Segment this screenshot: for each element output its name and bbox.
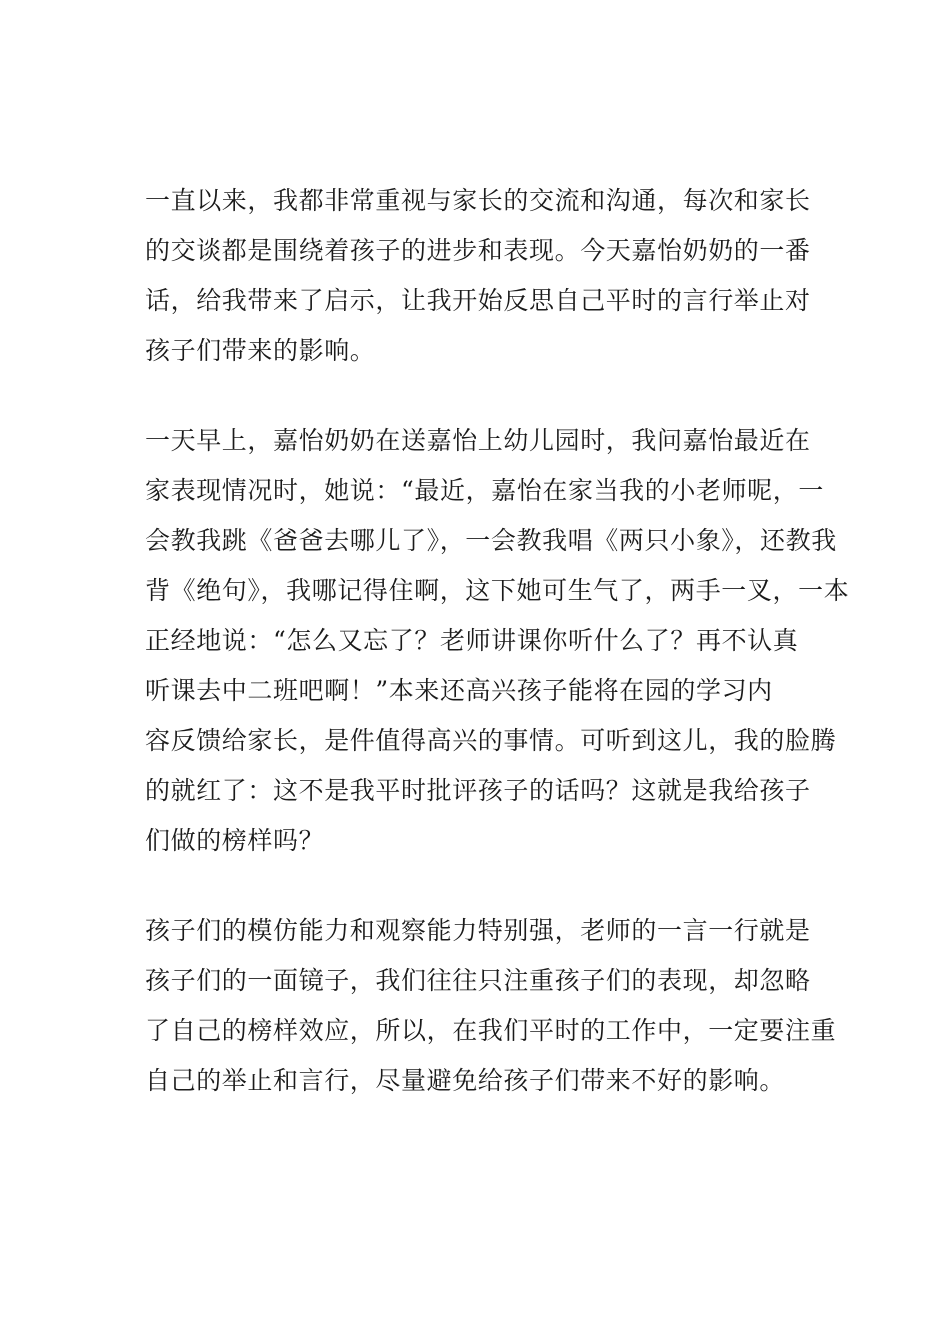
text-line: 了自己的榜样效应，所以，在我们平时的工作中，一定要注重 <box>145 1016 837 1045</box>
text-line: 听课去中二班吧啊！”本来还高兴孩子能将在园的学习内 <box>145 676 773 705</box>
text-line: 孩子们带来的影响。 <box>145 336 376 365</box>
text-line: 容反馈给家长，是件值得高兴的事情。可听到这儿，我的脸腾 <box>145 726 837 755</box>
text-line: 的就红了：这不是我平时批评孩子的话吗？这就是我给孩子 <box>145 776 811 805</box>
paragraph-3 <box>145 906 837 1106</box>
text-line: 一天早上，嘉怡奶奶在送嘉怡上幼儿园时，我问嘉怡最近在 <box>145 426 811 455</box>
paragraph-1 <box>145 176 810 376</box>
text-line: 话，给我带来了启示，让我开始反思自己平时的言行举止对 <box>145 286 811 315</box>
text-line: 自己的举止和言行，尽量避免给孩子们带来不好的影响。 <box>145 1066 786 1095</box>
text-line: 正经地说：“怎么又忘了？老师讲课你听什么了？再不认真 <box>145 626 799 655</box>
text-line: 背《绝句》，我哪记得住啊，这下她可生气了，两手一叉，一本 <box>145 576 850 605</box>
text-line: 一直以来，我都非常重视与家长的交流和沟通，每次和家长 <box>145 186 811 215</box>
text-line: 的交谈都是围绕着孩子的进步和表现。今天嘉怡奶奶的一番 <box>145 236 811 265</box>
paragraph-2 <box>145 416 850 866</box>
text-line: 会教我跳《爸爸去哪儿了》，一会教我唱《两只小象》，还教我 <box>145 526 837 555</box>
document-body <box>145 176 850 1106</box>
text-line: 家表现情况时，她说：“最近，嘉怡在家当我的小老师呢，一 <box>145 476 824 505</box>
text-line: 孩子们的一面镜子，我们往往只注重孩子们的表现，却忽略 <box>145 966 811 995</box>
text-line: 孩子们的模仿能力和观察能力特别强，老师的一言一行就是 <box>145 916 811 945</box>
text-line: 们做的榜样吗？ <box>145 826 325 855</box>
